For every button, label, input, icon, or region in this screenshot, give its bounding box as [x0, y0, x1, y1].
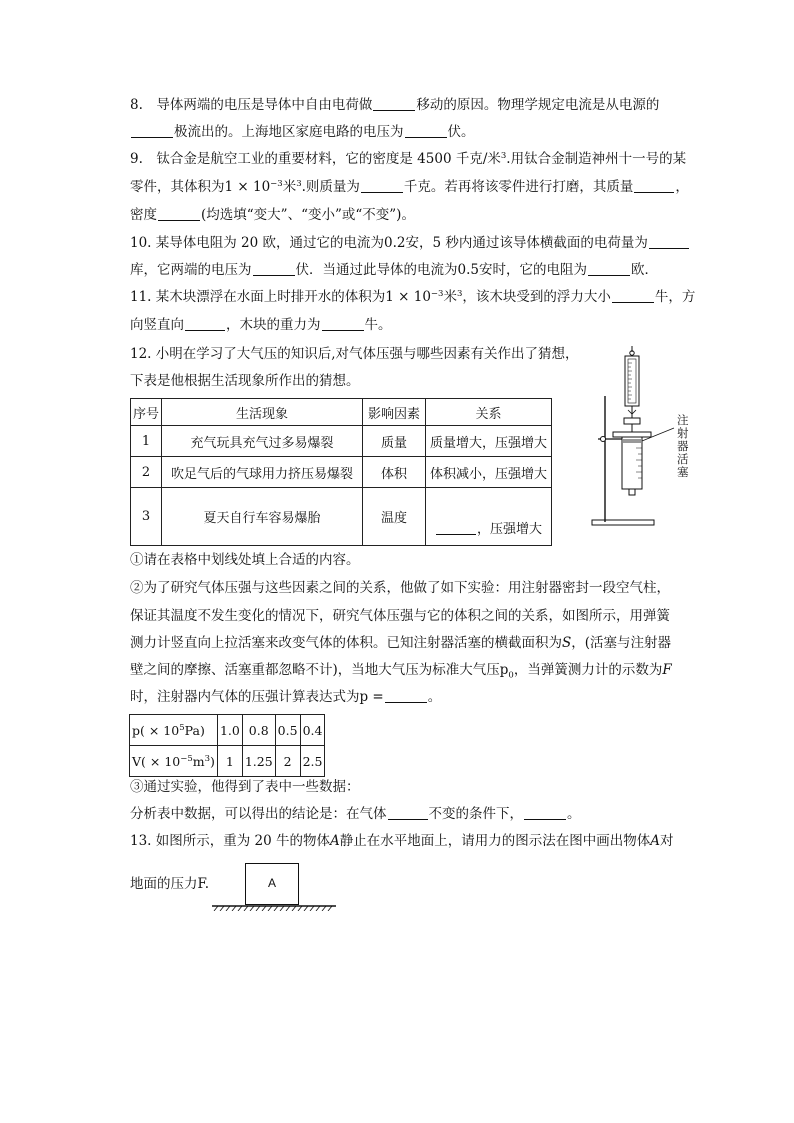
blank[interactable] [588, 262, 630, 276]
blank[interactable] [253, 262, 295, 276]
q12-step2-line3: 测力计竖直向上拉活塞来改变气体的体积。已知注射器活塞的横截面积为S，(活塞与注射器 [130, 635, 672, 651]
q8-line1: 8. 导体两端的电压是导体中自由电荷做 移动的原因。物理学规定电流是从电源的 [130, 97, 660, 113]
hypothesis-table [130, 398, 552, 546]
q12-step2-line4: 壁之间的摩擦、活塞重都忽略不计)，当地大气压为标准大气压$p_0$，当弹簧测力计的示数为F [130, 662, 672, 681]
q12-step2-line2: 保证其温度不发生变化的情况下，研究气体压强与它的体积之间的关系，如图所示，用弹簧 [130, 608, 670, 624]
table-row: $V( \times 10^{-5}m^3)$ 1 1.25 2 2.5 [130, 746, 325, 777]
q12-step3: ③通过实验，他得到了表中一些数据： [130, 779, 360, 795]
syringe-apparatus-figure [588, 344, 698, 534]
blank[interactable] [322, 317, 364, 331]
data-table [129, 714, 325, 777]
q8-line2: 极流出的。上海地区家庭电路的电压为 伏。 [130, 123, 475, 141]
table-row: $p( \times 10^5Pa)$ 1.0 0.8 0.5 0.4 [130, 715, 325, 746]
q12-step4: 分析表中数据，可以得出的结论是：在气体 不变的条件下， 。 [130, 806, 581, 822]
q10-line2: 库，它两端的电压为 伏．当通过此导体的电流为0.5安时，它的电阻为 欧． [130, 262, 658, 278]
blank[interactable] [185, 317, 225, 331]
blank[interactable] [436, 521, 476, 535]
q11-line1: 11. 某木块漂浮在水面上时排开水的体积为$1 \times 10^{-3}$米$^3$，该木块受到的浮力大小 牛，方 [130, 289, 696, 305]
blank[interactable] [524, 806, 566, 820]
table-row: 1 充气玩具充气过多易爆裂 质量 质量增大，压强增大 [131, 426, 552, 457]
volume-label: $V( \times 10^{-5}m^3)$ [130, 746, 218, 777]
blank[interactable] [612, 289, 654, 303]
table-header-row: 序号 生活现象 影响因素 关系 [131, 399, 552, 426]
q13-line2: 地面的压力F. [130, 876, 210, 892]
table-row: 3 夏天自行车容易爆胎 温度 ，压强增大 [131, 488, 552, 546]
q12-line2: 下表是他根据生活现象所作出的猜想。 [130, 373, 360, 389]
q12-step2-line1: ②为了研究气体压强与这些因素之间的关系，他做了如下实验：用注射器密封一段空气柱， [130, 580, 670, 596]
blank[interactable] [131, 124, 173, 138]
q9-line1: 9. 钛合金是航空工业的重要材料，它的密度是 4500 千克/米$^3$.用钛合金制造神州十一号的某 [130, 151, 687, 167]
blank[interactable] [373, 97, 415, 111]
q12-line1: 12. 小明在学习了大气压的知识后,对气体压强与哪些因素有关作出了猜想， [130, 346, 579, 362]
q9-line2: 零件，其体积为$1 \times 10^{-3}$米$^3$.则质量为 千克。若再将该零件进行打磨，其质量 ， [130, 179, 689, 195]
blank[interactable] [634, 179, 674, 193]
q10-line1: 10. 某导体电阻为 20 欧，通过它的电流为0.2安，5 秒内通过该导体横截面的电荷量为 [130, 234, 690, 252]
pressure-label: $p( \times 10^5Pa)$ [130, 715, 218, 746]
blank[interactable] [649, 235, 689, 249]
table-blank-cell: ，压强增大 [426, 488, 552, 546]
ground-hatch-icon [212, 905, 336, 911]
q13-line1: 13. 如图所示，重为 20 牛的物体A静止在水平地面上，请用力的图示法在图中画出物体A对 [130, 833, 674, 849]
q12-step2-line5: 时，注射器内气体的压强计算表达式为p = 。 [130, 689, 442, 705]
apparatus-label: 注射器活塞 [677, 413, 689, 479]
blank[interactable] [158, 207, 200, 221]
blank[interactable] [388, 806, 428, 820]
q12-step1: ①请在表格中划线处填上合适的内容。 [130, 552, 360, 568]
blank[interactable] [405, 124, 447, 138]
table-row: 2 吹足气后的气球用力挤压易爆裂 体积 体积减小，压强增大 [131, 457, 552, 488]
q11-line2: 向竖直向 ，木块的重力为 牛。 [130, 317, 392, 333]
blank[interactable] [361, 179, 403, 193]
blank[interactable] [385, 689, 427, 703]
q9-line3: 密度 (均选填“变大”、“变小”或“不变”)。 [130, 207, 415, 223]
object-a-box: A [245, 863, 299, 905]
